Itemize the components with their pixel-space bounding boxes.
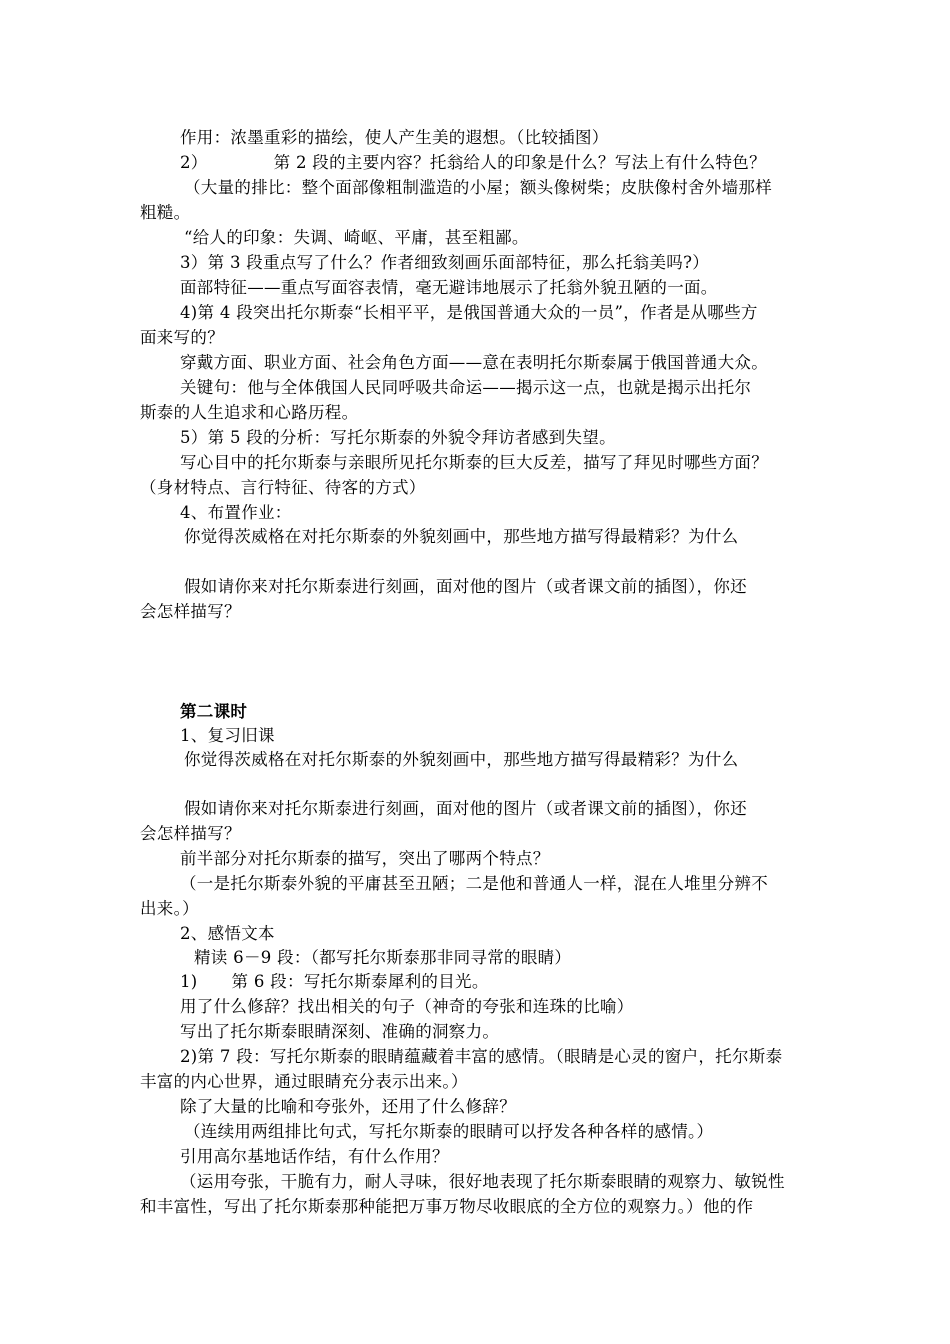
text-line: 4、布置作业：	[180, 503, 292, 522]
text-line: 假如请你来对托尔斯泰进行刻画，面对他的图片（或者课文前的插图），你还	[184, 799, 747, 818]
text-line: （身材特点、言行特征、待客的方式）	[140, 478, 426, 497]
text-line: 5）第 5 段的分析：写托尔斯泰的外貌令拜访者感到失望。	[180, 428, 616, 447]
text-line: 写出了托尔斯泰眼睛深刻、准确的洞察力。	[180, 1022, 500, 1041]
text-line: 1、复习旧课	[180, 726, 275, 745]
text-line: 和丰富性，写出了托尔斯泰那种能把万事万物尽收眼底的全方位的观察力。）他的作	[140, 1197, 754, 1216]
section-heading: 第二课时	[180, 702, 248, 721]
text-line: 你觉得茨威格在对托尔斯泰的外貌刻画中，那些地方描写得最精彩？为什么	[184, 527, 739, 546]
text-line: 引用高尔基地话作结，有什么作用？	[180, 1147, 449, 1166]
text-line: 假如请你来对托尔斯泰进行刻画，面对他的图片（或者课文前的插图），你还	[184, 577, 747, 596]
list-item	[180, 151, 860, 175]
text-line: 关键句：他与全体俄国人民同呼吸共命运——揭示这一点，也就是揭示出托尔	[180, 378, 752, 397]
text-line: 会怎样描写？	[140, 602, 241, 621]
list-item	[180, 970, 860, 994]
list-number: 2）	[180, 153, 208, 172]
list-number: 1)	[180, 972, 198, 991]
text-line: 精读 6－9 段：（都写托尔斯泰那非同寻常的眼睛）	[194, 948, 572, 967]
list-item-text: 第 2 段的主要内容？托翁给人的印象是什么？写法上有什么特色？	[273, 153, 766, 172]
text-line: 前半部分对托尔斯泰的描写，突出了哪两个特点？	[180, 849, 550, 868]
text-line: 面来写的？	[140, 328, 224, 347]
text-line: 斯泰的人生追求和心路历程。	[140, 403, 359, 422]
text-line: 2、感悟文本	[180, 924, 275, 943]
text-line: （大量的排比：整个面部像粗制滥造的小屋；额头像树柴；皮肤像村舍外墙那样	[184, 178, 772, 197]
text-line: 3）第 3 段重点写了什么？作者细致刻画乐面部特征，那么托翁美吗?）	[180, 253, 710, 272]
text-line: （一是托尔斯泰外貌的平庸甚至丑陋；二是他和普通人一样，混在人堆里分辨不	[180, 874, 768, 893]
text-line: 4)第 4 段突出托尔斯泰“长相平平，是俄国普通大众的一员”，作者是从哪些方	[180, 303, 758, 322]
text-line: 面部特征——重点写面容表情，毫无避讳地展示了托翁外貌丑陋的一面。	[180, 278, 718, 297]
text-line: （运用夸张，干脆有力，耐人寻味，很好地表现了托尔斯泰眼睛的观察力、敏锐性	[180, 1172, 785, 1191]
text-line: 丰富的内心世界，通过眼睛充分表示出来。）	[140, 1072, 468, 1091]
text-line: 用了什么修辞？找出相关的句子（神奇的夸张和连珠的比喻）	[180, 997, 634, 1016]
text-line: 会怎样描写？	[140, 824, 241, 843]
text-line: 除了大量的比喻和夸张外，还用了什么修辞？	[180, 1097, 516, 1116]
text-line: 出来。）	[140, 899, 199, 918]
text-line: （连续用两组排比句式，写托尔斯泰的眼睛可以抒发各种各样的感情。）	[184, 1122, 714, 1141]
list-item-text: 第 6 段：写托尔斯泰犀利的目光。	[231, 972, 489, 991]
text-line: “给人的印象：失调、崎岖、平庸，甚至粗鄙。	[184, 228, 529, 247]
text-line: 穿戴方面、职业方面、社会角色方面——意在表明托尔斯泰属于俄国普通大众。	[180, 353, 768, 372]
text-line: 写心目中的托尔斯泰与亲眼所见托尔斯泰的巨大反差，描写了拜见时哪些方面？	[180, 453, 768, 472]
text-line: 2)第 7 段：写托尔斯泰的眼睛蕴藏着丰富的感情。（眼睛是心灵的窗户，托尔斯泰	[180, 1047, 783, 1066]
text-line: 你觉得茨威格在对托尔斯泰的外貌刻画中，那些地方描写得最精彩？为什么	[184, 750, 739, 769]
text-line: 粗糙。	[140, 203, 191, 222]
text-line: 作用：浓墨重彩的描绘，使人产生美的遐想。（比较插图）	[180, 128, 609, 147]
